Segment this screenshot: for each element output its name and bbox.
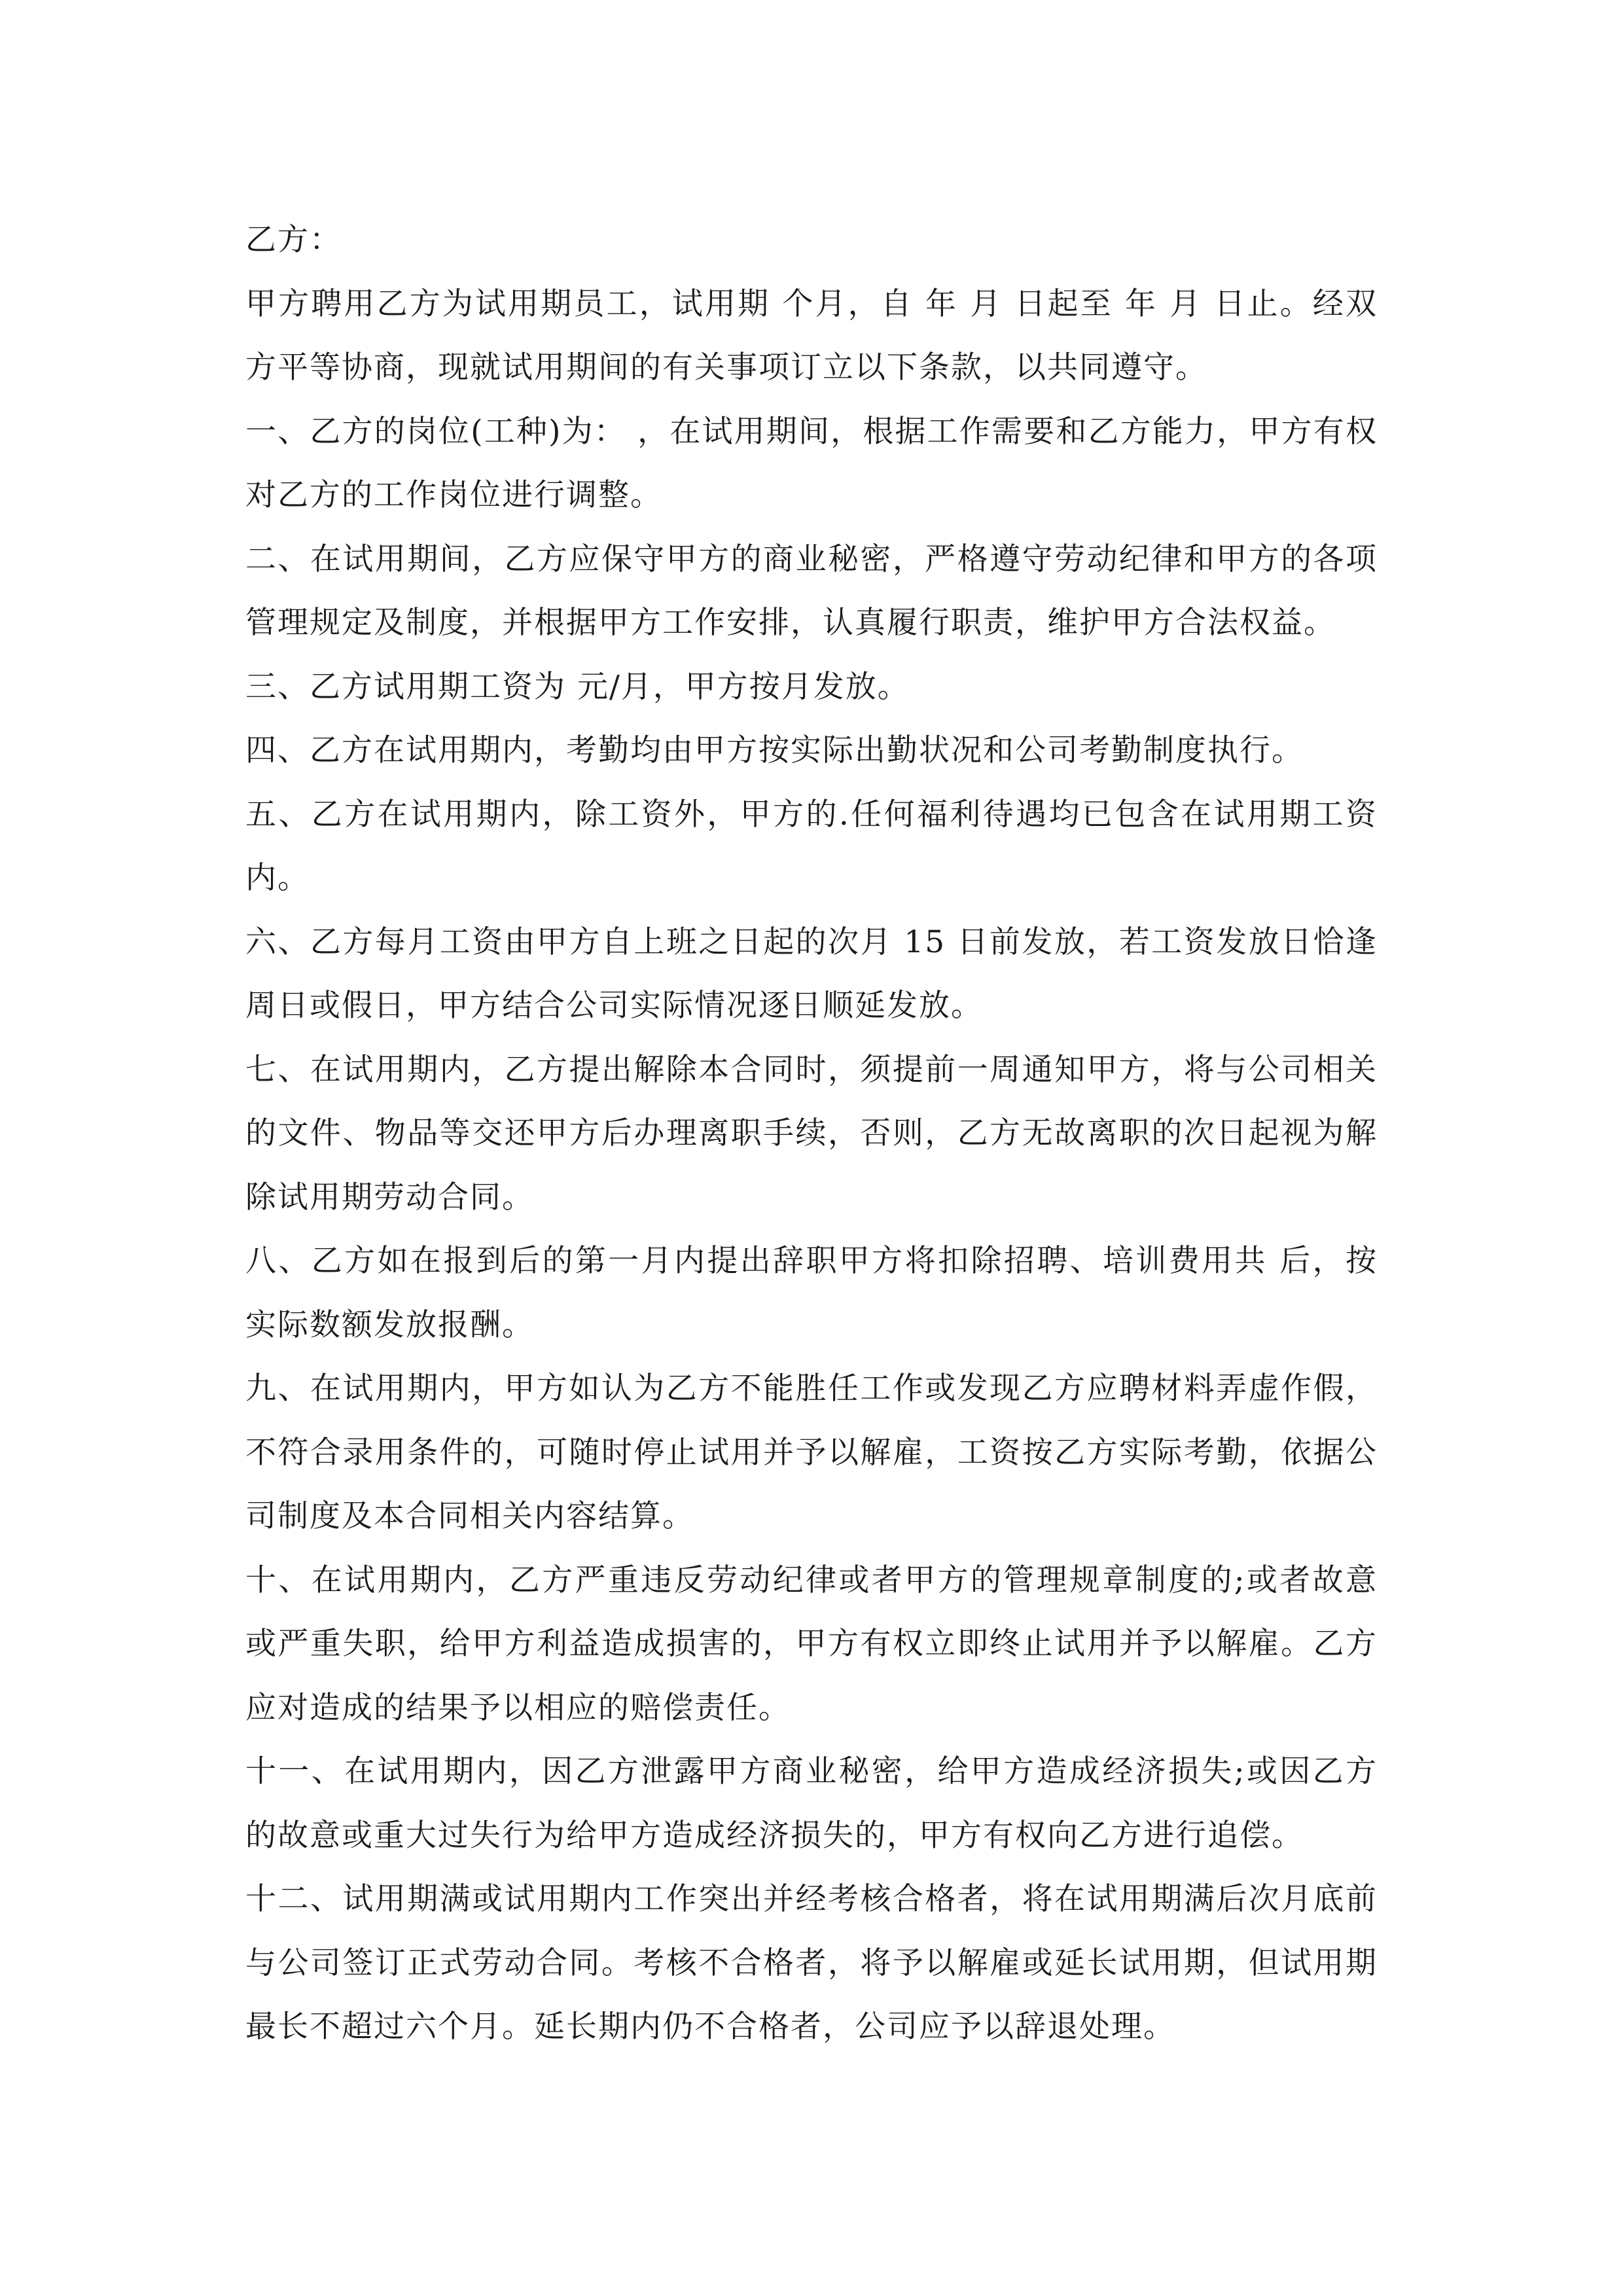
clause-8: 八、乙方如在报到后的第一月内提出辞职甲方将扣除招聘、培训费用共 后，按实际数额发放报酬。 — [245, 1243, 1378, 1343]
clause-5: 五、乙方在试用期内，除工资外，甲方的.任何福利待遇均已包含在试用期工资内。 — [245, 796, 1378, 896]
intro-paragraph: 甲方聘用乙方为试用期员工，试用期 个月，自 年 月 日起至 年 月 日止。经双方平等协商，现就试用期间的有关事项订立以下条款，以共同遵守。 — [245, 285, 1378, 386]
party-b-line: 乙方： — [245, 222, 342, 258]
clause-10: 十、在试用期内，乙方严重违反劳动纪律或者甲方的管理规章制度的;或者故意或严重失职，给甲方利益造成损害的，甲方有权立即终止试用并予以解雇。乙方应对造成的结果予以相应的赔偿责任。 — [245, 1562, 1378, 1726]
clause-6: 六、乙方每月工资由甲方自上班之日起的次月 15 日前发放，若工资发放日恰逢周日或假日，甲方结合公司实际情况逐日顺延发放。 — [245, 924, 1378, 1024]
clause-11: 十一、在试用期内，因乙方泄露甲方商业秘密，给甲方造成经济损失;或因乙方的故意或重大过失行为给甲方造成经济损失的，甲方有权向乙方进行追偿。 — [245, 1753, 1378, 1854]
document-body — [245, 208, 1378, 2059]
clause-9: 九、在试用期内，甲方如认为乙方不能胜任工作或发现乙方应聘材料弄虚作假，不符合录用条件的，可随时停止试用并予以解雇，工资按乙方实际考勤，依据公司制度及本合同相关内容结算。 — [245, 1371, 1378, 1534]
clause-1: 一、乙方的岗位(工种)为： ，在试用期间，根据工作需要和乙方能力，甲方有权对乙方的工作岗位进行调整。 — [245, 413, 1378, 513]
clause-3: 三、乙方试用期工资为 元/月，甲方按月发放。 — [245, 668, 910, 705]
clause-2: 二、在试用期间，乙方应保守甲方的商业秘密，严格遵守劳动纪律和甲方的各项管理规定及制度，并根据甲方工作安排，认真履行职责，维护甲方合法权益。 — [245, 541, 1378, 641]
clause-12: 十二、试用期满或试用期内工作突出并经考核合格者，将在试用期满后次月底前与公司签订正式劳动合同。考核不合格者，将予以解雇或延长试用期，但试用期最长不超过六个月。延长期内仍不合格者，公司应予以辞退处理。 — [245, 1881, 1378, 2045]
clause-7: 七、在试用期内，乙方提出解除本合同时，须提前一周通知甲方，将与公司相关的文件、物品等交还甲方后办理离职手续，否则，乙方无故离职的次日起视为解除试用期劳动合同。 — [245, 1051, 1378, 1215]
clause-4: 四、乙方在试用期内，考勤均由甲方按实际出勤状况和公司考勤制度执行。 — [245, 732, 1304, 768]
